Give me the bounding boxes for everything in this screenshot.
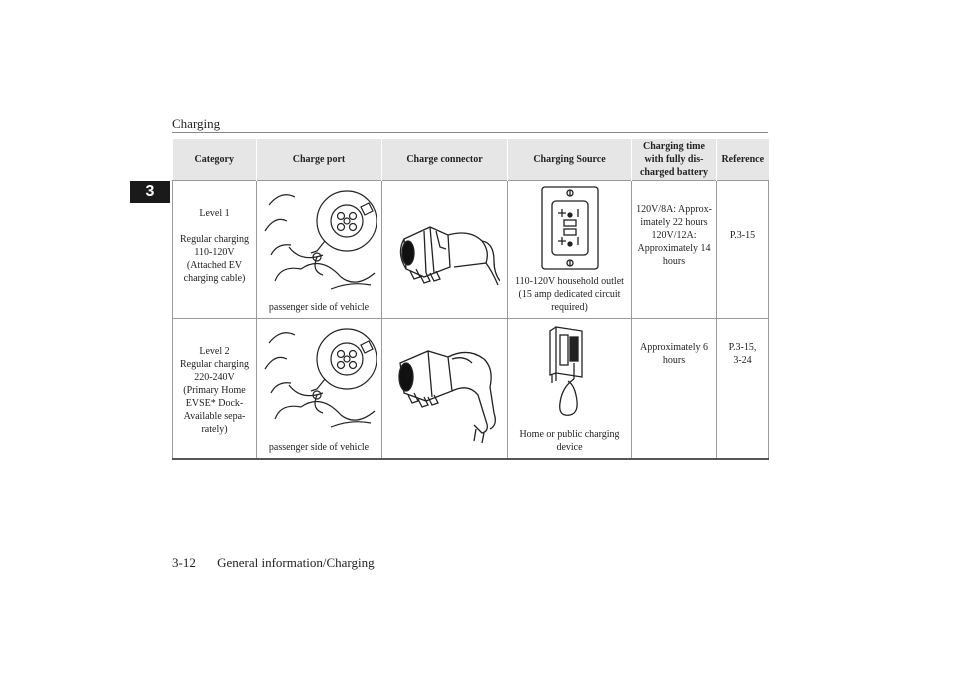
charge-port-cell (257, 181, 382, 319)
charging-table (172, 139, 769, 460)
footer-section-title: General information/Charging (217, 555, 375, 570)
household-outlet-illustration (540, 185, 600, 271)
header-rule (172, 132, 768, 133)
charge-port-caption: passenger side of vehicle (268, 442, 370, 453)
reference-text: P.3-15 (729, 230, 756, 241)
category-text: Level 2 Regular charging 220-240V (Primary Home EVSE* Dock- Available sepa- rately) (180, 346, 249, 435)
charging-time-cell (632, 181, 717, 319)
charge-port-illustration (261, 323, 377, 435)
level1-connector-illustration (390, 207, 500, 307)
reference-cell (717, 181, 769, 319)
page-number: 3-12 (172, 555, 196, 570)
column-header-charging-time: Charging time with fully dis- charged battery (632, 139, 717, 181)
table-header-row (173, 139, 769, 181)
charging-source-cell (508, 319, 632, 460)
page-footer (172, 555, 375, 571)
column-header-charge-connector: Charge connector (382, 139, 508, 181)
charging-time-text: 120V/8A: Approx- imately 22 hours 120V/12A: Approximately 14 hours (636, 204, 712, 267)
reference-cell (717, 319, 769, 460)
table-row (173, 181, 769, 319)
column-header-charge-port: Charge port (257, 139, 382, 181)
charging-time-text: Approximately 6 hours (639, 342, 709, 366)
column-header-category: Category (173, 139, 257, 181)
column-header-charging-source: Charging Source (508, 139, 632, 181)
charging-source-cell (508, 181, 632, 319)
column-header-reference: Reference (717, 139, 769, 181)
charging-source-caption: Home or public charging device (519, 429, 620, 453)
category-text: Level 1 Regular charging 110-120V (Attached EV charging cable) (180, 208, 249, 284)
category-cell (173, 319, 257, 460)
charge-connector-cell (382, 319, 508, 460)
charging-source-caption: 110-120V household outlet (15 amp dedicated circuit required) (515, 276, 624, 313)
charging-station-illustration (540, 323, 600, 419)
level2-connector-illustration (390, 333, 500, 443)
category-cell (173, 181, 257, 319)
charge-port-caption: passenger side of vehicle (268, 302, 370, 313)
page-header-title: Charging (172, 116, 221, 131)
chapter-tab: 3 (130, 181, 170, 203)
charging-time-cell (632, 319, 717, 460)
charge-connector-cell (382, 181, 508, 319)
reference-text: P.3-15, 3-24 (728, 342, 757, 366)
charge-port-illustration (261, 185, 377, 297)
table-row (173, 319, 769, 460)
charge-port-cell (257, 319, 382, 460)
